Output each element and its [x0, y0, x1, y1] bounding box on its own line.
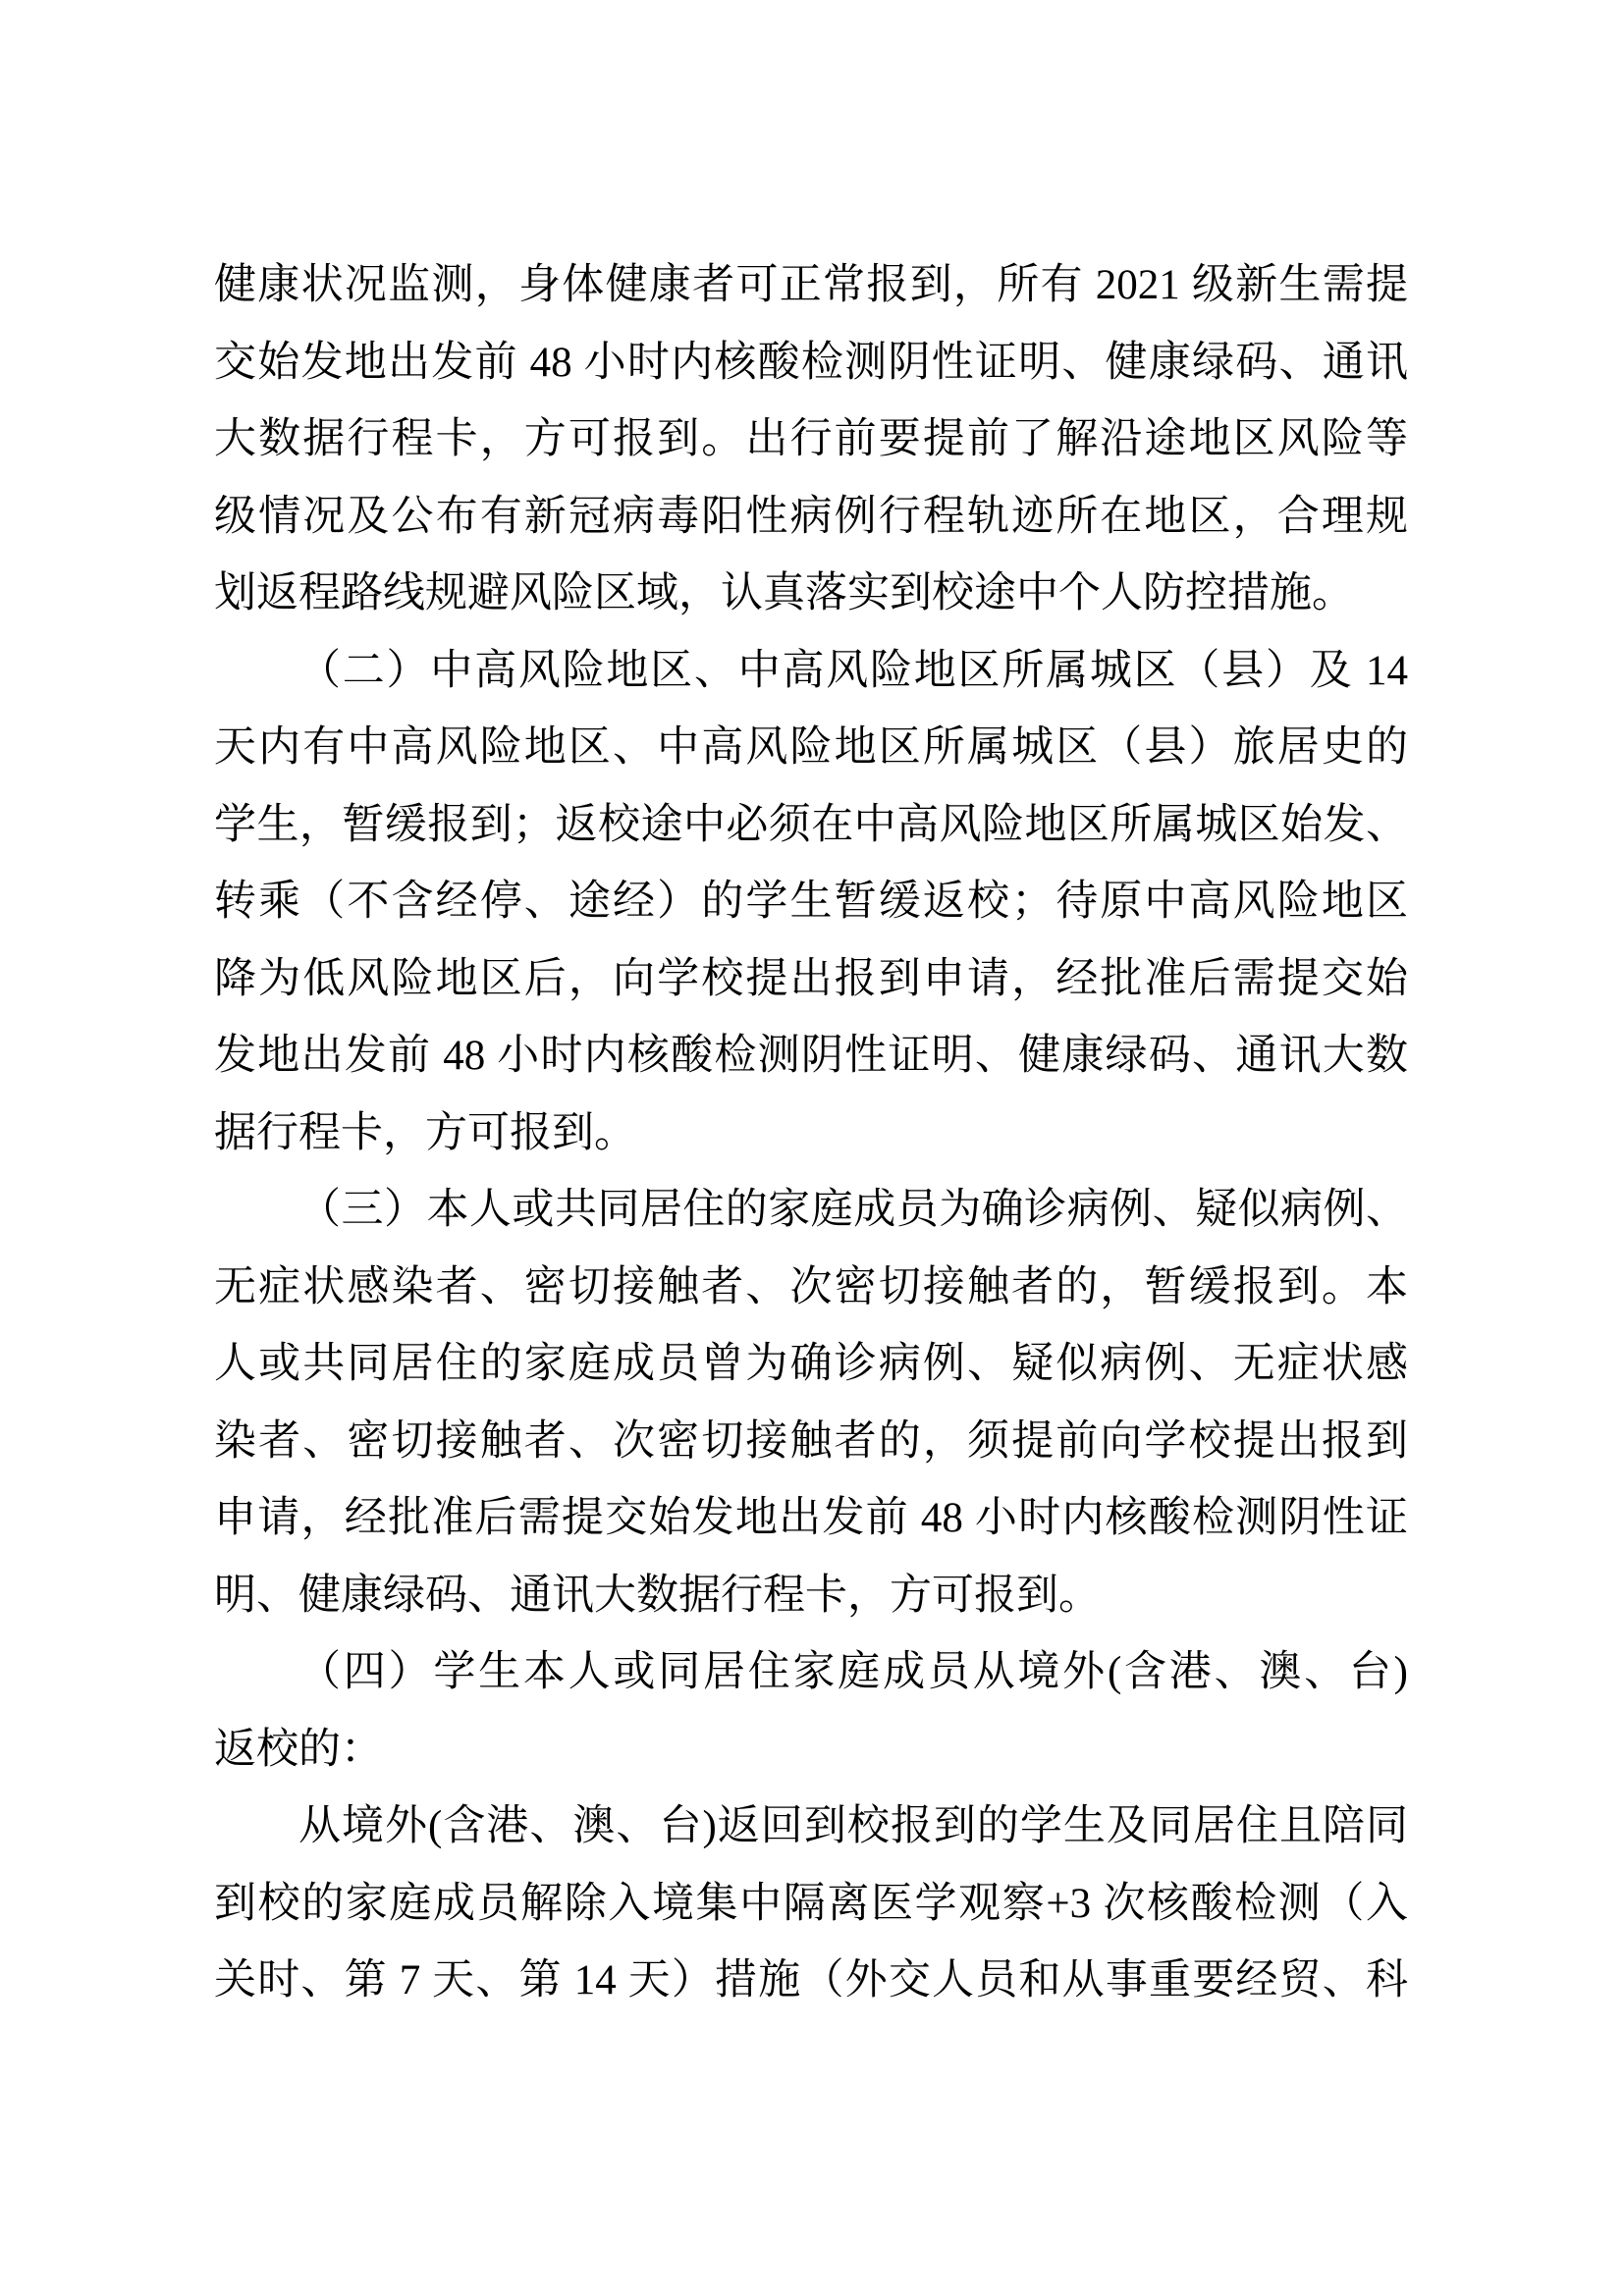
text-line: 健康状况监测，身体健康者可正常报到，所有 2021 级新生需提	[214, 262, 1408, 308]
text-line: 天内有中高风险地区、中高风险地区所属城区（县）旅居史的	[214, 724, 1408, 771]
text-line: 明、健康绿码、通讯大数据行程卡，方可报到。	[214, 1572, 1101, 1619]
text-line: 大数据行程卡，方可报到。出行前要提前了解沿途地区风险等	[214, 416, 1408, 462]
text-line: （三）本人或共同居住的家庭成员为确诊病例、疑似病例、	[298, 1187, 1408, 1233]
text-line: 划返程路线规避风险区域，认真落实到校途中个人防控措施。	[214, 570, 1354, 616]
text-line: 染者、密切接触者、次密切接触者的，须提前向学校提出报到	[214, 1417, 1408, 1465]
text-line: 级情况及公布有新冠病毒阳性病例行程轨迹所在地区，合理规	[214, 493, 1408, 540]
text-line: 无症状感染者、密切接触者、次密切接触者的，暂缓报到。本	[214, 1263, 1408, 1310]
text-line: 返校的：	[214, 1726, 383, 1773]
text-line: 关时、第 7 天、第 14 天）措施（外交人员和从事重要经贸、科	[214, 1957, 1408, 2003]
text-line: 人或共同居住的家庭成员曾为确诊病例、疑似病例、无症状感	[214, 1341, 1408, 1387]
text-line: 据行程卡，方可报到。	[214, 1109, 636, 1156]
text-line: 交始发地出发前 48 小时内核酸检测阴性证明、健康绿码、通讯	[214, 339, 1408, 386]
text-line: 转乘（不含经停、途经）的学生暂缓返校；待原中高风险地区	[214, 879, 1408, 925]
text-line: 降为低风险地区后，向学校提出报到申请，经批准后需提交始	[214, 955, 1408, 1002]
text-line: （二）中高风险地区、中高风险地区所属城区（县）及 14	[298, 647, 1408, 694]
document-text-block	[214, 247, 1408, 2020]
text-line: 发地出发前 48 小时内核酸检测阴性证明、健康绿码、通讯大数	[214, 1033, 1408, 1079]
text-line: 学生，暂缓报到；返校途中必须在中高风险地区所属城区始发、	[214, 801, 1408, 848]
text-line: 从境外(含港、澳、台)返回到校报到的学生及同居住且陪同	[298, 1803, 1408, 1849]
text-line: （四）学生本人或同居住家庭成员从境外(含港、澳、台)	[298, 1649, 1408, 1695]
text-line: 到校的家庭成员解除入境集中隔离医学观察+3 次核酸检测（入	[214, 1880, 1408, 1927]
text-line: 申请，经批准后需提交始发地出发前 48 小时内核酸检测阴性证	[214, 1495, 1408, 1541]
